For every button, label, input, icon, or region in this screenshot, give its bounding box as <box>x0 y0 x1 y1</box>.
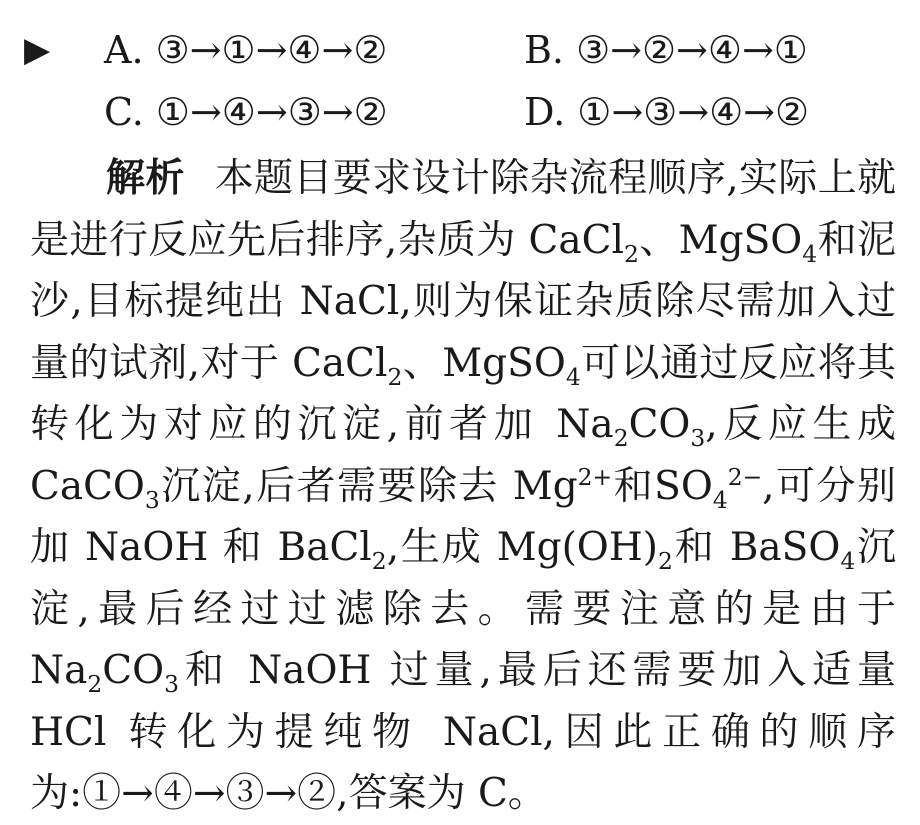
options-row-2 <box>0 82 920 142</box>
solution-text: ,生成 Mg(OH) <box>386 525 659 570</box>
subscript: 2 <box>623 239 639 268</box>
subscript: 4 <box>565 362 581 391</box>
subscript: 2 <box>387 362 403 391</box>
triangle-marker-icon: ▶ <box>24 30 51 70</box>
subscript: 4 <box>802 239 818 268</box>
solution-text: 和SO <box>612 463 713 509</box>
subscript: 2 <box>613 423 629 452</box>
solution-text: 本题目要求设计除杂流程顺序,实际上就是进行反应先后排序,杂质为 CaCl <box>30 156 896 263</box>
solution-text: ,反应生成 CaCO <box>30 402 897 509</box>
solution-text: 和泥沙,目标提纯出 NaCl,则为保证杂质除尽需加入过量的试剂,对于 CaCl <box>30 217 896 386</box>
option-d: D. ①→③→④→② <box>524 90 810 134</box>
solution-text: 和 NaOH 过量,最后还需要加入适量 HCl 转化为提纯物 NaCl,因此正确的顺序为:①→④→③→②,答案为 C。 <box>30 648 896 816</box>
solution-text: 可以通过反应将其转化为对应的沉淀,前者加 Na <box>30 340 896 447</box>
subscript: 2 <box>371 546 387 575</box>
solution-text: 沉淀,后者需要除去 Mg <box>159 463 578 509</box>
subscript: 3 <box>144 485 160 514</box>
solution-text: 、MgSO <box>638 217 803 263</box>
subscript: 4 <box>712 485 728 514</box>
option-b: B. ③→②→④→① <box>524 28 808 72</box>
solution-text: 、MgSO <box>402 340 566 386</box>
solution-paragraph <box>30 148 896 825</box>
subscript: 3 <box>690 423 706 452</box>
subscript: 2 <box>658 546 673 575</box>
options-row-1 <box>0 20 920 80</box>
solution-text: 沉淀,最后经过过滤除去。需要注意的是由于 Na <box>30 525 897 693</box>
solution-heading: 解析 <box>106 155 185 201</box>
solution-text: CO <box>102 648 165 693</box>
superscript: 2− <box>727 462 763 491</box>
subscript: 2 <box>87 669 103 698</box>
solution-text: CO <box>628 402 691 447</box>
superscript: 2+ <box>577 462 613 491</box>
subscript: 3 <box>164 669 179 698</box>
solution-text: 和 BaSO <box>672 525 841 570</box>
subscript: 4 <box>840 546 856 575</box>
solution-text: ,可分别加 NaOH 和 BaCl <box>30 463 896 570</box>
option-a: A. ③→①→④→② <box>104 28 388 72</box>
option-c: C. ①→④→③→② <box>104 90 388 134</box>
